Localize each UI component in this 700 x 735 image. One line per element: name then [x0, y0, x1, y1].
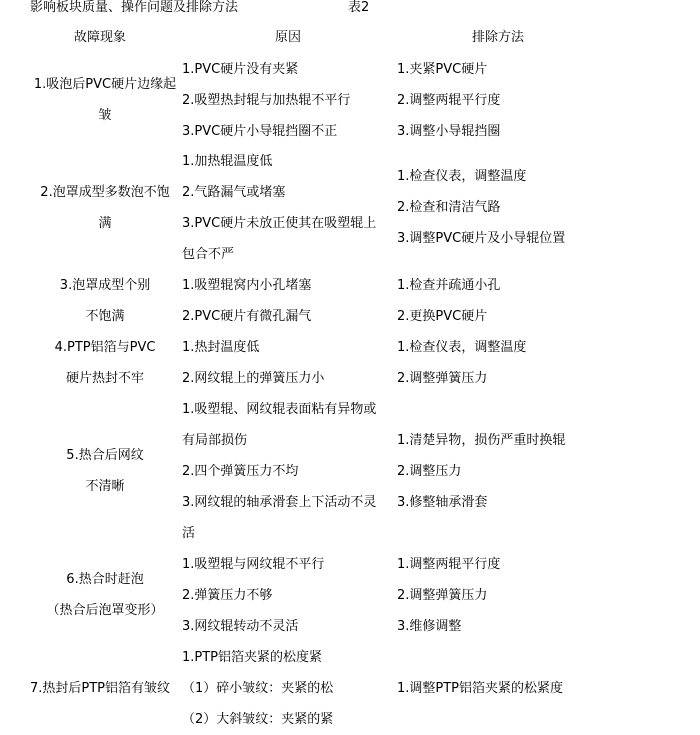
column-header-cause: 原因 — [275, 30, 302, 45]
cause-line: 包合不严 — [182, 247, 235, 262]
remedy-line: 3.调整小导辊挡圈 — [397, 124, 501, 139]
row-5-remedies — [397, 425, 697, 518]
row-4-causes — [182, 332, 397, 394]
cause-line: 3.PVC硬片小导辊挡圈不正 — [182, 124, 338, 139]
remedy-line: 2.更换PVC硬片 — [397, 309, 488, 324]
row-3-symptom — [25, 270, 185, 332]
row-5-causes — [182, 394, 397, 549]
cause-line: 1.PTP铝箔夹紧的松度紧 — [182, 650, 323, 665]
table-title: 影响板块质量、操作问题及排除方法 — [30, 0, 239, 15]
symptom-line: 4.PTP铝箔与PVC — [54, 340, 156, 355]
remedy-line: 1.调整两辊平行度 — [397, 557, 501, 572]
cause-line: 2.气路漏气或堵塞 — [182, 185, 286, 200]
row-5-symptom — [25, 440, 185, 502]
symptom-line: （热合后泡罩变形） — [46, 603, 164, 618]
remedy-line: 1.检查仪表，调整温度 — [397, 169, 527, 184]
symptom-line: 不饱满 — [85, 309, 125, 324]
row-6-remedies — [397, 549, 697, 642]
cause-line: 1.PVC硬片没有夹紧 — [182, 62, 299, 77]
symptom-line: 2.泡罩成型多数泡不饱 — [40, 185, 170, 200]
symptom-line: 1.吸泡后PVC硬片边缘起 — [33, 77, 177, 92]
cause-line: （2）大斜皱纹：夹紧的紧 — [182, 712, 334, 727]
remedy-line: 2.调整弹簧压力 — [397, 588, 488, 603]
row-7-symptom — [30, 673, 170, 704]
symptom-line: 6.热合时赶泡 — [66, 572, 144, 587]
cause-line: 1.吸塑辊与网纹辊不平行 — [182, 557, 325, 572]
row-7-causes — [182, 642, 397, 735]
symptom-line: 3.泡罩成型个别 — [59, 278, 151, 293]
cause-line: 3.网纹辊的轴承滑套上下活动不灵 — [182, 495, 377, 510]
remedy-line: 3.调整PVC硬片及小导辊位置 — [397, 231, 566, 246]
column-header-remedy: 排除方法 — [472, 30, 525, 45]
remedy-line: 1.检查并疏通小孔 — [397, 278, 501, 293]
remedy-line: 3.维修调整 — [397, 619, 462, 634]
table-number: 表2 — [348, 0, 370, 15]
cause-line: 1.吸塑辊、网纹辊表面粘有异物或 — [182, 402, 377, 417]
cause-line: 2.PVC硬片有微孔漏气 — [182, 309, 312, 324]
cause-line: 2.弹簧压力不够 — [182, 588, 273, 603]
row-4-symptom — [25, 332, 185, 394]
symptom-line: 不清晰 — [85, 479, 125, 494]
cause-line: 3.PVC硬片未放正使其在吸塑辊上 — [182, 216, 377, 231]
remedy-line: 1.清楚异物，损伤严重时换辊 — [397, 433, 566, 448]
column-header-symptom: 故障现象 — [74, 30, 127, 45]
row-4-remedies — [397, 332, 697, 394]
remedy-line: 2.调整弹簧压力 — [397, 371, 488, 386]
row-1-remedies — [397, 54, 697, 147]
cause-line: 2.四个弹簧压力不均 — [182, 464, 299, 479]
remedy-line: 2.调整压力 — [397, 464, 462, 479]
row-7-remedies — [397, 673, 697, 704]
remedy-line: 1.检查仪表，调整温度 — [397, 340, 527, 355]
cause-line: （1）碎小皱纹：夹紧的松 — [182, 681, 334, 696]
symptom-line: 硬片热封不牢 — [65, 371, 144, 386]
cause-line: 1.吸塑辊窝内小孔堵塞 — [182, 278, 312, 293]
symptom-line: 5.热合后网纹 — [66, 448, 144, 463]
cause-line: 1.热封温度低 — [182, 340, 260, 355]
remedy-line: 2.检查和清洁气路 — [397, 200, 501, 215]
cause-line: 2.网纹辊上的弹簧压力小 — [182, 371, 325, 386]
row-6-causes — [182, 549, 397, 642]
cause-line: 2.吸塑热封辊与加热辊不平行 — [182, 93, 351, 108]
row-2-causes — [182, 146, 397, 270]
cause-line: 1.加热辊温度低 — [182, 154, 273, 169]
symptom-line: 皱 — [98, 108, 112, 123]
row-1-causes — [182, 54, 397, 147]
row-3-remedies — [397, 270, 697, 332]
cause-line: 3.网纹辊转动不灵活 — [182, 619, 299, 634]
row-2-remedies — [397, 161, 697, 254]
symptom-line: 满 — [98, 216, 112, 231]
row-6-symptom — [25, 564, 185, 626]
symptom-line: 7.热封后PTP铝箔有皱纹 — [30, 681, 171, 696]
cause-line: 活 — [182, 526, 196, 541]
remedy-line: 2.调整两辊平行度 — [397, 93, 501, 108]
cause-line: 有局部损伤 — [182, 433, 248, 448]
row-2-symptom — [25, 177, 185, 239]
remedy-line: 1.夹紧PVC硬片 — [397, 62, 488, 77]
remedy-line: 3.修整轴承滑套 — [397, 495, 488, 510]
row-1-symptom — [25, 69, 185, 131]
row-3-causes — [182, 270, 397, 332]
remedy-line: 1.调整PTP铝箔夹紧的松紧度 — [397, 681, 564, 696]
